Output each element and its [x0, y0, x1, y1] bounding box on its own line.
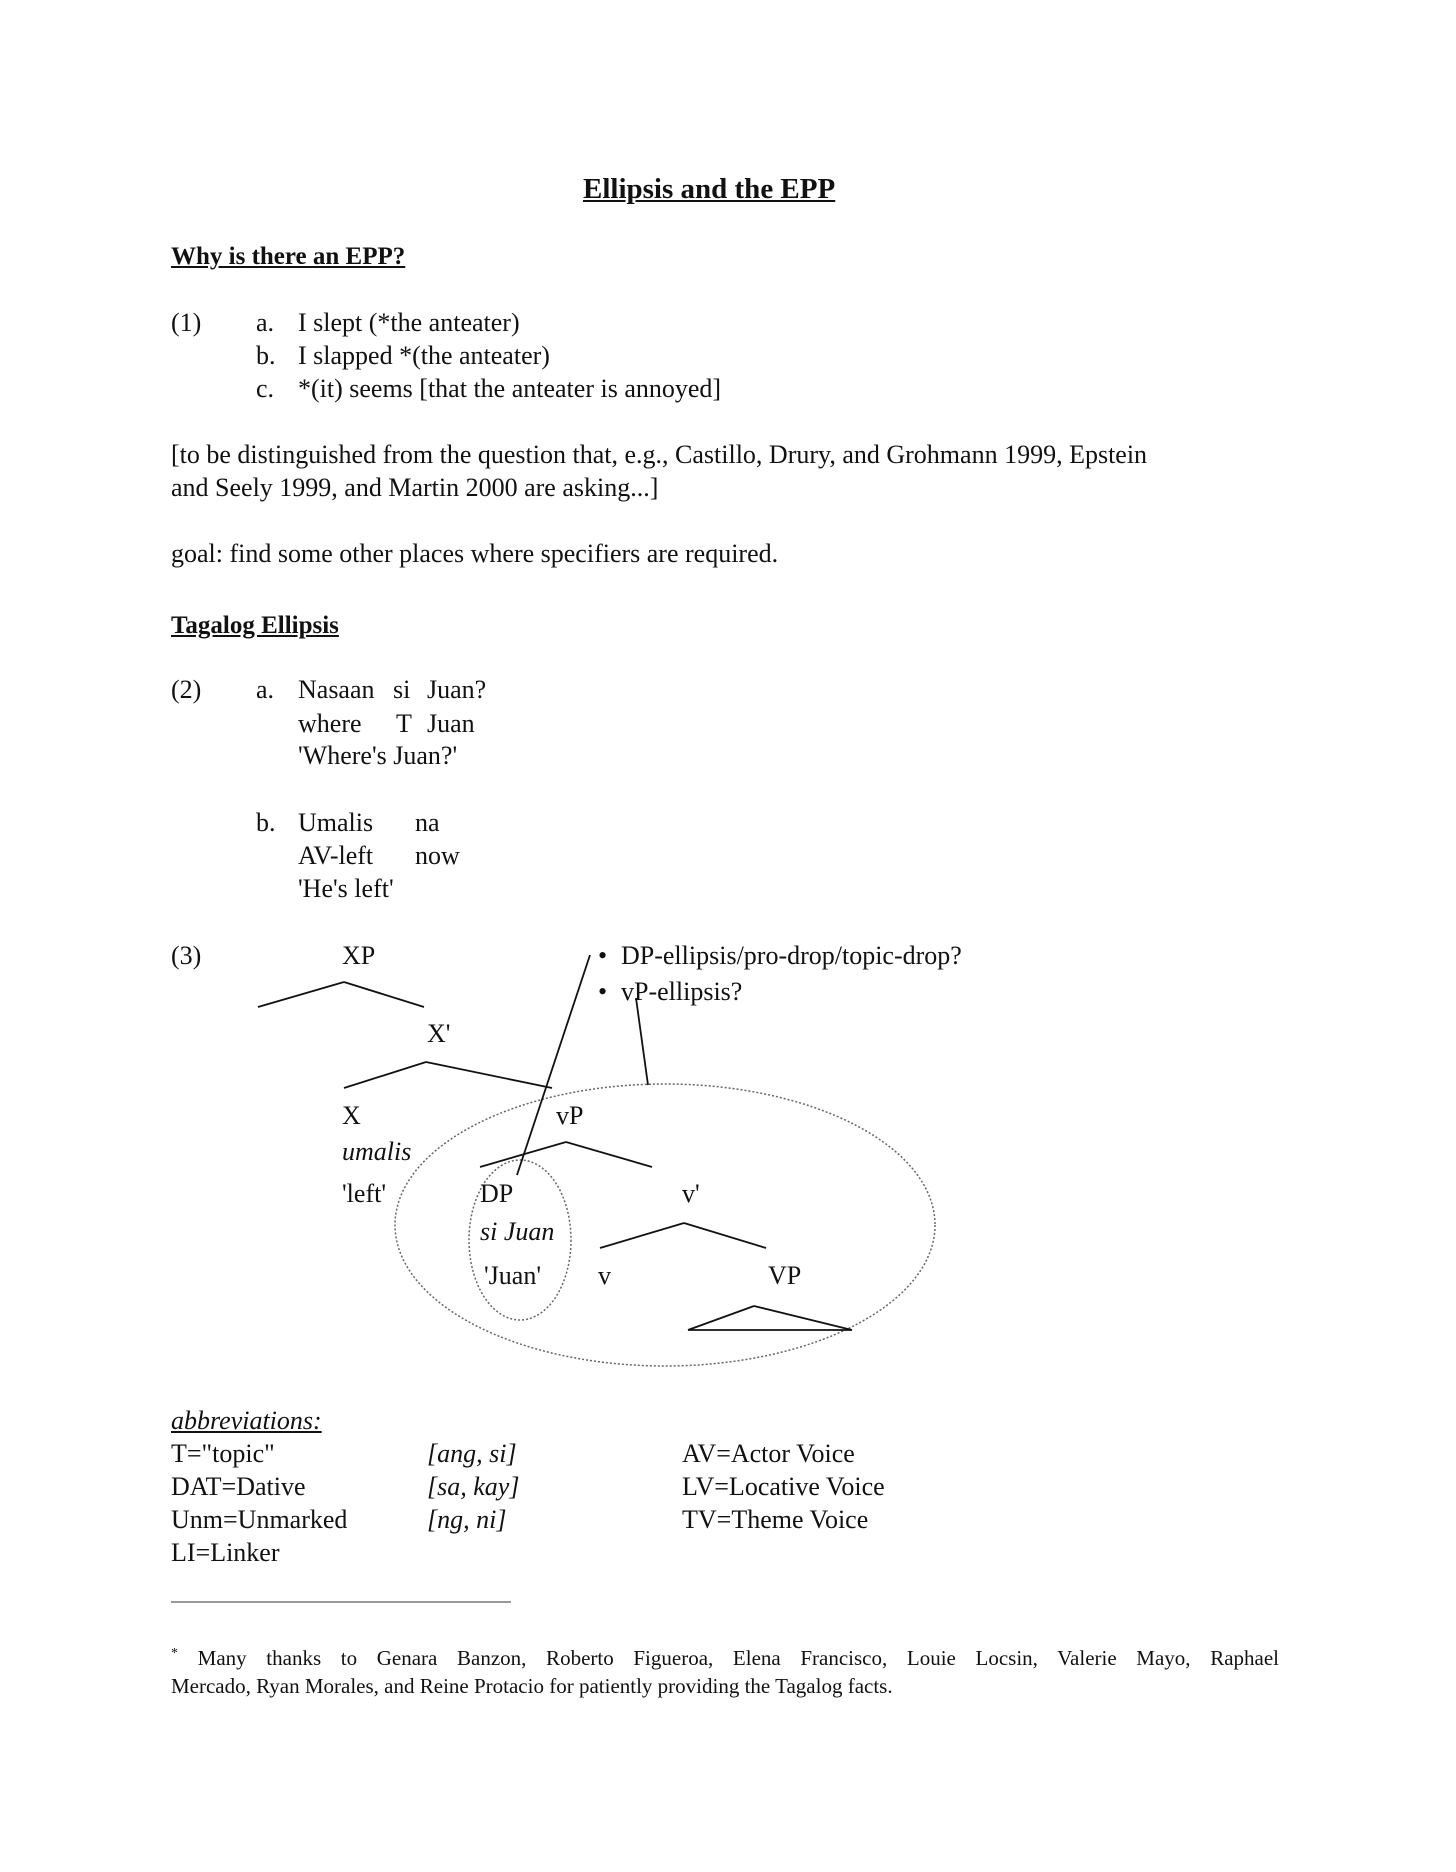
- example-2a-translation: 'Where's Juan?': [298, 741, 458, 770]
- example-2b-gloss-1: AV-left: [298, 841, 374, 870]
- node-vp-small: vP: [556, 1101, 584, 1130]
- abbrev-col3-row2: LV=Locative Voice: [682, 1472, 885, 1501]
- example-1a-text: I slept (*the anteater): [298, 308, 520, 337]
- xbar-left-branch: [344, 1062, 426, 1088]
- example-number-2: (2): [171, 675, 202, 704]
- node-vp: VP: [768, 1261, 802, 1290]
- vbar-right-branch: [684, 1223, 766, 1248]
- abbreviations-heading: abbreviations:: [171, 1406, 322, 1435]
- xbar-right-branch: [426, 1062, 552, 1088]
- abbrev-col1-row3: Unm=Unmarked: [171, 1505, 348, 1534]
- example-2a-word-1: Nasaan: [298, 675, 375, 704]
- example-2b-word-1: Umalis: [298, 808, 374, 837]
- footnote-mark: *: [171, 1646, 178, 1661]
- abbrev-col2-row3: [ng, ni]: [427, 1505, 507, 1534]
- bullet-dp-ellipsis: DP-ellipsis/pro-drop/topic-drop?: [621, 941, 962, 970]
- node-dp-word: si Juan: [480, 1217, 555, 1246]
- section-heading-tagalog: Tagalog Ellipsis: [171, 612, 339, 639]
- example-number-3: (3): [171, 941, 202, 970]
- page-title: Ellipsis and the EPP: [583, 173, 836, 205]
- example-2a-word-2: si: [393, 675, 411, 704]
- node-xbar: X': [427, 1019, 451, 1048]
- example-number-1: (1): [171, 308, 202, 337]
- abbrev-col2-row2: [sa, kay]: [427, 1472, 520, 1501]
- example-2a-gloss-2: T: [396, 709, 412, 738]
- footnote-line-1: [171, 1647, 1279, 1669]
- example-2a-letter: a.: [256, 675, 275, 704]
- bullet-vp-ellipsis: vP-ellipsis?: [621, 977, 743, 1006]
- example-1b-text: I slapped *(the anteater): [298, 341, 550, 370]
- example-2b-gloss-2: now: [415, 841, 460, 870]
- node-x-word: umalis: [342, 1137, 412, 1166]
- example-2a-gloss-1: where: [298, 709, 362, 738]
- vp-ellipsis-ellipse: [395, 1084, 935, 1366]
- goal-text: goal: find some other places where specifiers are required.: [171, 539, 779, 568]
- example-2b-word-2: na: [415, 808, 440, 837]
- dp-ellipsis-pointer: [517, 955, 590, 1175]
- node-vbar: v': [682, 1179, 700, 1208]
- xp-right-branch: [344, 982, 424, 1007]
- node-dp-gloss: 'Juan': [484, 1261, 542, 1290]
- vp-small-right-branch: [566, 1142, 652, 1167]
- section-heading-epp: Why is there an EPP?: [171, 243, 406, 270]
- abbrev-col2-row1: [ang, si]: [427, 1439, 517, 1468]
- note-line-1: [to be distinguished from the question that, e.g., Castillo, Drury, and Grohmann 1999, Epstein: [171, 440, 1148, 469]
- footnote-line-1-text: Many thanks to Genara Banzon, Roberto Figueroa, Elena Francisco, Louie Locsin, Valerie Mayo, Raphael: [197, 1646, 1279, 1670]
- xp-left-branch: [258, 982, 344, 1007]
- example-1a-letter: a.: [256, 308, 275, 337]
- vbar-left-branch: [600, 1223, 684, 1248]
- footnote-line-2: Mercado, Ryan Morales, and Reine Protacio for patiently providing the Tagalog facts.: [171, 1674, 893, 1698]
- vp-triangle-left: [688, 1306, 754, 1330]
- bullet-dp-marker: •: [598, 941, 608, 970]
- abbrev-col3-row3: TV=Theme Voice: [682, 1505, 869, 1534]
- example-1b-letter: b.: [256, 341, 276, 370]
- abbrev-col3-row1: AV=Actor Voice: [682, 1439, 855, 1468]
- footnote-separator: [171, 1601, 511, 1603]
- node-x-gloss: 'left': [342, 1179, 387, 1208]
- node-xp: XP: [342, 941, 376, 970]
- example-2a-gloss-3: Juan: [427, 709, 475, 738]
- abbrev-col1-row2: DAT=Dative: [171, 1472, 306, 1501]
- abbrev-col1-row1: T="topic": [171, 1439, 275, 1468]
- node-x: X: [342, 1101, 361, 1130]
- example-1c-text: *(it) seems [that the anteater is annoyed]: [298, 374, 722, 403]
- abbrev-col1-row4: LI=Linker: [171, 1538, 280, 1567]
- node-v: v: [598, 1261, 611, 1290]
- example-1c-letter: c.: [256, 374, 275, 403]
- node-dp: DP: [480, 1179, 514, 1208]
- example-2a-word-3: Juan?: [427, 675, 487, 704]
- example-2b-letter: b.: [256, 808, 276, 837]
- bullet-vp-marker: •: [598, 977, 608, 1006]
- vp-ellipsis-pointer: [636, 998, 648, 1085]
- note-line-2: and Seely 1999, and Martin 2000 are asking...]: [171, 473, 659, 502]
- vp-triangle-right: [754, 1306, 852, 1330]
- example-2b-translation: 'He's left': [298, 874, 394, 903]
